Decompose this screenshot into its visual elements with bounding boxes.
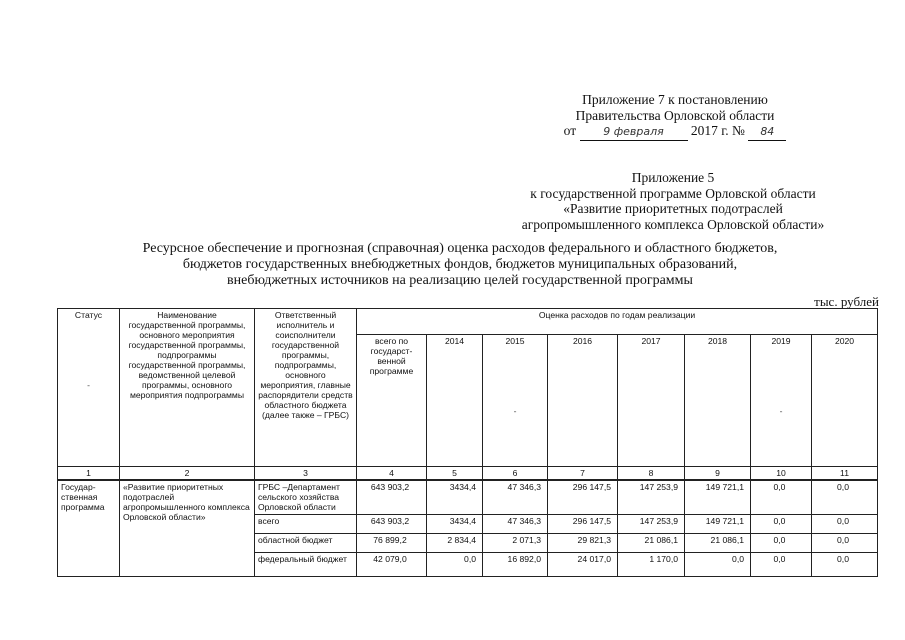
year-text: 2017 г. №	[690, 123, 745, 138]
header-year: 2017	[618, 335, 685, 467]
value-cell: 0,0	[751, 552, 812, 576]
value-cell: 21 086,1	[618, 533, 685, 552]
value-cell: 0,0	[812, 480, 878, 514]
value-cell: 296 147,5	[548, 480, 618, 514]
handwritten-date: 9 февраля	[580, 124, 688, 141]
value-cell: 0,0	[751, 514, 812, 533]
header-responsible: Ответственный исполнитель и соисполнители государственной программы, подпрограммы, основного мероприятия, главные распорядители средств областного бюджета (далее также – ГРБС)	[255, 309, 357, 467]
appendix-5-header	[488, 170, 858, 232]
column-index: 4	[357, 467, 427, 481]
total-cell: 643 903,2	[357, 514, 427, 533]
status-cell: Государ-ственная программа	[58, 480, 120, 576]
header-status: Статус -	[58, 309, 120, 467]
header-dash: -	[87, 380, 90, 390]
header-year: 2016	[548, 335, 618, 467]
row-label: всего	[255, 514, 357, 533]
total-cell: 643 903,2	[357, 480, 427, 514]
value-cell: 0,0	[812, 552, 878, 576]
date-prefix: от	[563, 123, 577, 138]
header-year: 2015 -	[483, 335, 548, 467]
value-cell: 0,0	[812, 533, 878, 552]
column-index: 1	[58, 467, 120, 481]
value-cell: 21 086,1	[685, 533, 751, 552]
appendix-5-line-3: «Развитие приоритетных подотраслей	[563, 201, 783, 216]
appendix-7-line-1: Приложение 7 к постановлению	[582, 92, 768, 107]
column-index: 7	[548, 467, 618, 481]
header-year: 2014	[427, 335, 483, 467]
header-year: 2020	[812, 335, 878, 467]
value-cell: 47 346,3	[483, 514, 548, 533]
program-name-cell: «Развитие приоритетных подотраслей агропромышленного комплекса Орловской области»	[120, 480, 255, 576]
value-cell: 147 253,9	[618, 480, 685, 514]
document-title	[80, 241, 840, 289]
row-label: областной бюджет	[255, 533, 357, 552]
value-cell: 47 346,3	[483, 480, 548, 514]
title-line-1: Ресурсное обеспечение и прогнозная (справочная) оценка расходов федерального и областного бюджетов,	[142, 241, 778, 256]
value-cell: 29 821,3	[548, 533, 618, 552]
value-cell: 16 892,0	[483, 552, 548, 576]
value-cell: 296 147,5	[548, 514, 618, 533]
resource-table	[57, 308, 878, 577]
total-cell: 76 899,2	[357, 533, 427, 552]
header-total: всего по государст-венной программе	[357, 335, 427, 467]
column-index-row	[58, 467, 878, 481]
appendix-7-line-2: Правительства Орловской области	[575, 107, 775, 123]
value-cell: 149 721,1	[685, 480, 751, 514]
value-cell: 147 253,9	[618, 514, 685, 533]
value-cell: 0,0	[751, 533, 812, 552]
title-line-3: внебюджетных источников на реализацию целей государственной программы	[227, 273, 693, 288]
column-index: 11	[812, 467, 878, 481]
value-cell: 0,0	[812, 514, 878, 533]
column-index: 3	[255, 467, 357, 481]
appendix-5-line-1: Приложение 5	[631, 170, 715, 185]
value-cell: 2 071,3	[483, 533, 548, 552]
value-cell: 3434,4	[427, 480, 483, 514]
column-index: 8	[618, 467, 685, 481]
column-index: 10	[751, 467, 812, 481]
column-index: 2	[120, 467, 255, 481]
unit-label: тыс. рублей	[814, 294, 879, 309]
value-cell: 149 721,1	[685, 514, 751, 533]
header-dash: -	[513, 406, 517, 416]
value-cell: 0,0	[685, 552, 751, 576]
appendix-7-date-line	[560, 123, 790, 141]
table-row	[58, 480, 878, 514]
column-index: 5	[427, 467, 483, 481]
value-cell: 0,0	[751, 480, 812, 514]
total-cell: 42 079,0	[357, 552, 427, 576]
header-estimate: Оценка расходов по годам реализации	[357, 309, 878, 335]
header-name: Наименование государственной программы, основного мероприятия государственной программы, подпрограммы государственной программы, ведомственной целевой программы, основного мероприятия подпрограммы	[120, 309, 255, 467]
title-line-2: бюджетов государственных внебюджетных фондов, бюджетов муниципальных образований,	[182, 257, 738, 272]
row-label: ГРБС –Департамент сельского хозяйства Орловской области	[255, 480, 357, 514]
appendix-5-line-2: к государственной программе Орловской области	[530, 185, 816, 201]
value-cell: 2 834,4	[427, 533, 483, 552]
header-dash: -	[779, 406, 783, 416]
value-cell: 1 170,0	[618, 552, 685, 576]
column-index: 9	[685, 467, 751, 481]
value-cell: 24 017,0	[548, 552, 618, 576]
header-year: 2018	[685, 335, 751, 467]
handwritten-number: 84	[748, 124, 786, 141]
header-year: 2019 -	[751, 335, 812, 467]
appendix-7-header	[560, 92, 790, 141]
row-label: федеральный бюджет	[255, 552, 357, 576]
value-cell: 3434,4	[427, 514, 483, 533]
appendix-5-line-4: агропромышленного комплекса Орловской области»	[521, 216, 825, 232]
column-index: 6	[483, 467, 548, 481]
value-cell: 0,0	[427, 552, 483, 576]
